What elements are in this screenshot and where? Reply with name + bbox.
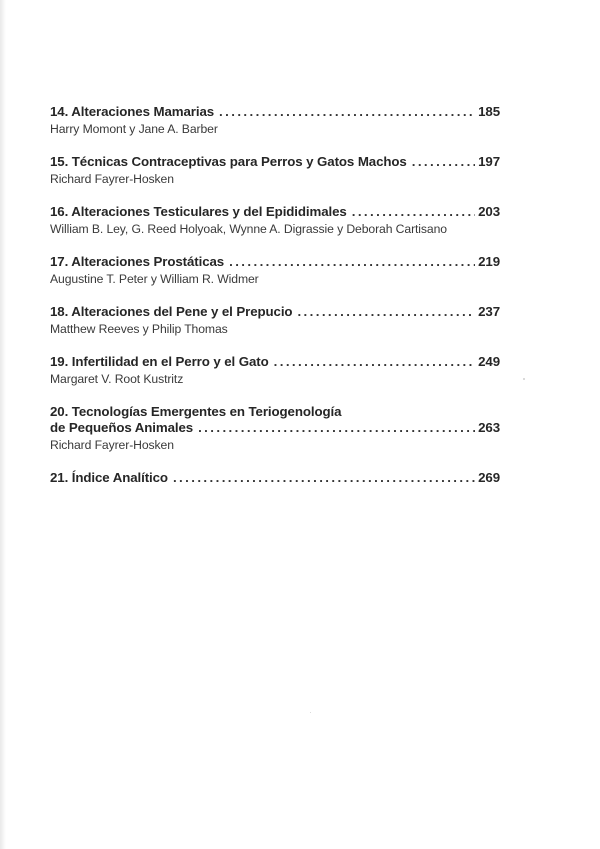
page-number[interactable]: 249 [478,354,500,369]
toc-entry-15 [50,154,500,187]
chapter-title[interactable]: 18. Alteraciones del Pene y el Prepucio [50,304,293,319]
chapter-title-line-1[interactable]: 20. Tecnologías Emergentes en Teriogenología [50,404,342,419]
table-of-contents [50,104,500,503]
chapter-title[interactable]: 21. Índice Analítico [50,470,168,485]
chapter-authors: Richard Fayrer-Hosken [50,438,174,452]
paper-speck [523,378,525,380]
page-number[interactable]: 263 [478,420,500,435]
chapter-title[interactable]: 19. Infertilidad en el Perro y el Gato [50,354,269,369]
chapter-authors: Matthew Reeves y Philip Thomas [50,322,228,336]
page-number[interactable]: 269 [478,470,500,485]
chapter-title-line-2[interactable]: de Pequeños Animales [50,420,194,435]
toc-entry-18 [50,304,500,337]
dot-leader [219,104,475,120]
dot-leader [229,254,475,270]
toc-entry-16 [50,204,500,237]
toc-entry-21 [50,470,500,486]
chapter-authors: Harry Momont y Jane A. Barber [50,122,218,136]
chapter-title[interactable]: 16. Alteraciones Testiculares y del Epididimales [50,204,347,219]
toc-entry-title-line [50,354,500,370]
toc-entry-20 [50,404,500,453]
chapter-title[interactable]: 15. Técnicas Contraceptivas para Perros y Gatos Machos [50,154,407,169]
toc-entry-title-line [50,154,500,170]
toc-entry-title-line [50,254,500,270]
chapter-authors: Augustine T. Peter y William R. Widmer [50,272,259,286]
page-number[interactable]: 219 [478,254,500,269]
toc-entry-19 [50,354,500,387]
page-number[interactable]: 203 [478,204,500,219]
dot-leader [352,204,475,220]
chapter-title[interactable]: 17. Alteraciones Prostáticas [50,254,225,269]
page-edge-shadow [0,0,6,849]
toc-entry-title-line [50,104,500,120]
toc-entry-title-line [50,204,500,220]
dot-leader [198,420,475,436]
chapter-authors: William B. Ley, G. Reed Holyoak, Wynne A. Digrassie y Deborah Cartisano [50,222,447,236]
chapter-authors: Richard Fayrer-Hosken [50,172,174,186]
dot-leader [173,470,475,486]
toc-entry-title-line [50,420,500,436]
dot-leader [412,154,475,170]
toc-entry-17 [50,254,500,287]
toc-entry-14 [50,104,500,137]
toc-entry-title-line [50,470,500,486]
toc-entry-title-line [50,304,500,320]
dot-leader [274,354,475,370]
chapter-authors: Margaret V. Root Kustritz [50,372,184,386]
dot-leader [297,304,475,320]
page-number[interactable]: 237 [478,304,500,319]
page-number[interactable]: 185 [478,104,500,119]
paper-speck [310,712,311,713]
chapter-title[interactable]: 14. Alteraciones Mamarias [50,104,215,119]
page-number[interactable]: 197 [478,154,500,169]
